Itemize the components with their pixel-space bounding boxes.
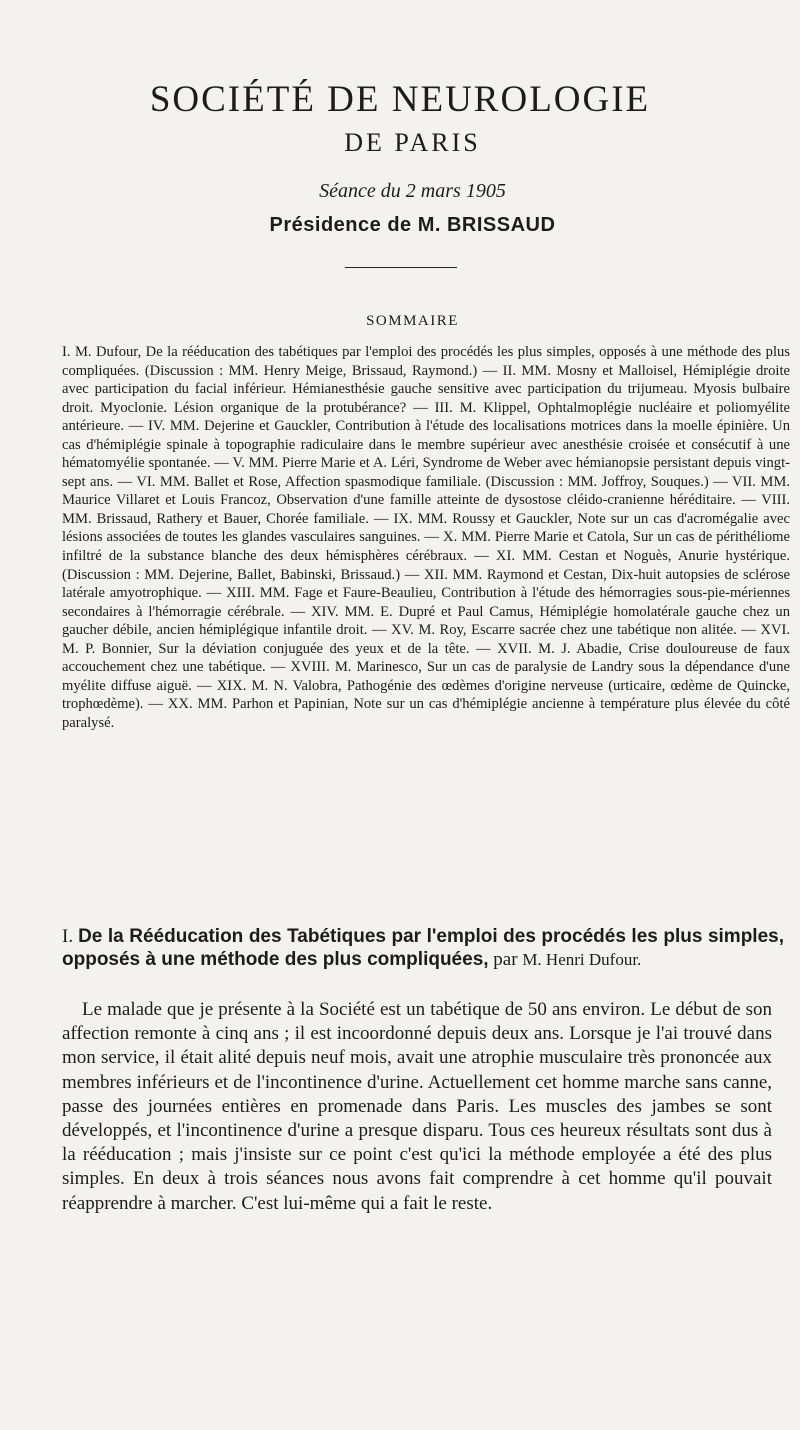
section-by: par [493, 949, 518, 970]
section-author: M. Henri Dufour. [522, 950, 642, 969]
section-number: I. [62, 926, 74, 947]
society-subtitle: DE PARIS [344, 128, 481, 157]
session-date: Séance du 2 mars 1905 [319, 180, 506, 202]
society-title: SOCIÉTÉ DE NEUROLOGIE [149, 79, 651, 120]
section-heading [62, 925, 784, 971]
section-title: De la Rééducation des Tabétiques par l'emploi des procédés les plus simples, opposés à une méthode des plus compliquées, [62, 926, 784, 970]
presidency-line: Présidence de M. BRISSAUD [269, 214, 556, 236]
divider-rule [345, 267, 457, 268]
summary-title: SOMMAIRE [366, 313, 459, 329]
summary-text: I. M. Dufour, De la rééducation des tabétiques par l'emploi des procédés les plus simples, opposés à une méthode des plus compliquées. (Discussion : MM. Henry Meige, Brissaud, Raymond.) — II. MM. Mosny et Malloisel, Hémiplégie droite avec participation du facial inférieur. Hémianesthésie gauche sensitive avec participation du trijumeau. Myosis bulbaire droit. Myoclonie. Lésion organique de la protubérance? — III. M. Klippel, Ophtalmoplégie nucléaire et poliomyélite antérieure. — IV. MM. Dejerine et Gauckler, Contribution à l'étude des localisations motrices dans la moelle épinière. Un cas d'hémiplégie spinale à topographie radiculaire dans le membre supérieur avec anesthésie croisée et consécutif à une hématomyélie spontanée. — V. MM. Pierre Marie et A. Léri, Syndrome de Weber avec hémianopsie persistant depuis vingt-sept ans. — VI. MM. Ballet et Rose, Affection spasmodique familiale. (Discussion : MM. Joffroy, Souques.) — VII. MM. Maurice Villaret et Louis Francoz, Observation d'une famille atteinte de dysostose cléido-cranienne héréditaire. — VIII. MM. Brissaud, Rathery et Bauer, Chorée familiale. — IX. MM. Roussy et Gauckler, Note sur un cas d'acromégalie avec lésions associées de toutes les glandes vasculaires sanguines. — X. MM. Pierre Marie et Catola, Sur un cas de périthéliome infiltré de la substance blanche des deux hémisphères cérébraux. — XI. MM. Cestan et Noguès, Anurie hystérique. (Discussion : MM. Dejerine, Ballet, Babinski, Brissaud.) — XII. MM. Raymond et Cestan, Dix-huit autopsies de sclérose latérale amyotrophique. — XIII. MM. Fage et Faure-Beaulieu, Contribution à l'étude des hémorragies sous-pie-mériennes secondaires à l'hémorragie cérébrale. — XIV. MM. E. Dupré et Paul Camus, Hémiplégie homolatérale gauche chez un gaucher débile, ancien hémiplégique infantile droit. — XV. M. Roy, Escarre sacrée chez une tabétique non alitée. — XVI. M. P. Bonnier, Sur la déviation conjuguée des yeux et de la tête. — XVII. M. J. Abadie, Crise douloureuse de faux accouchement chez une tabétique. — XVIII. M. Marinesco, Sur un cas de paralysie de Landry sous la dépendance d'une myélite diffuse aiguë. — XIX. M. N. Valobra, Pathogénie des œdèmes d'origine nerveuse (urticaire, œdème de Quincke, trophœdème). — XX. MM. Parhon et Papinian, Note sur un cas d'hémiplégie ancienne à température plus élevée du côté paralysé. [62, 344, 790, 731]
body-paragraph: Le malade que je présente à la Société est un tabétique de 50 ans environ. Le début de son affection remonte à cinq ans ; il est incoordonné depuis deux ans. Lorsque je l'ai trouvé dans mon service, il était alité depuis neuf mois, avait une atrophie musculaire très prononcée aux membres inférieurs et de l'incontinence d'urine. Actuellement cet homme marche sans canne, passe des journées entières en promenade dans Paris. Les muscles des jambes se sont développés, et l'incontinence d'urine a presque disparu. Tous ces heureux résultats sont dus à la rééducation ; mais j'insiste sur ce point c'est qu'ici la méthode employée a été des plus simples. En deux à trois séances nous avons fait comprendre à cet homme qu'il pouvait réapprendre à marcher. C'est lui-même qui a fait le reste. [62, 999, 772, 1214]
